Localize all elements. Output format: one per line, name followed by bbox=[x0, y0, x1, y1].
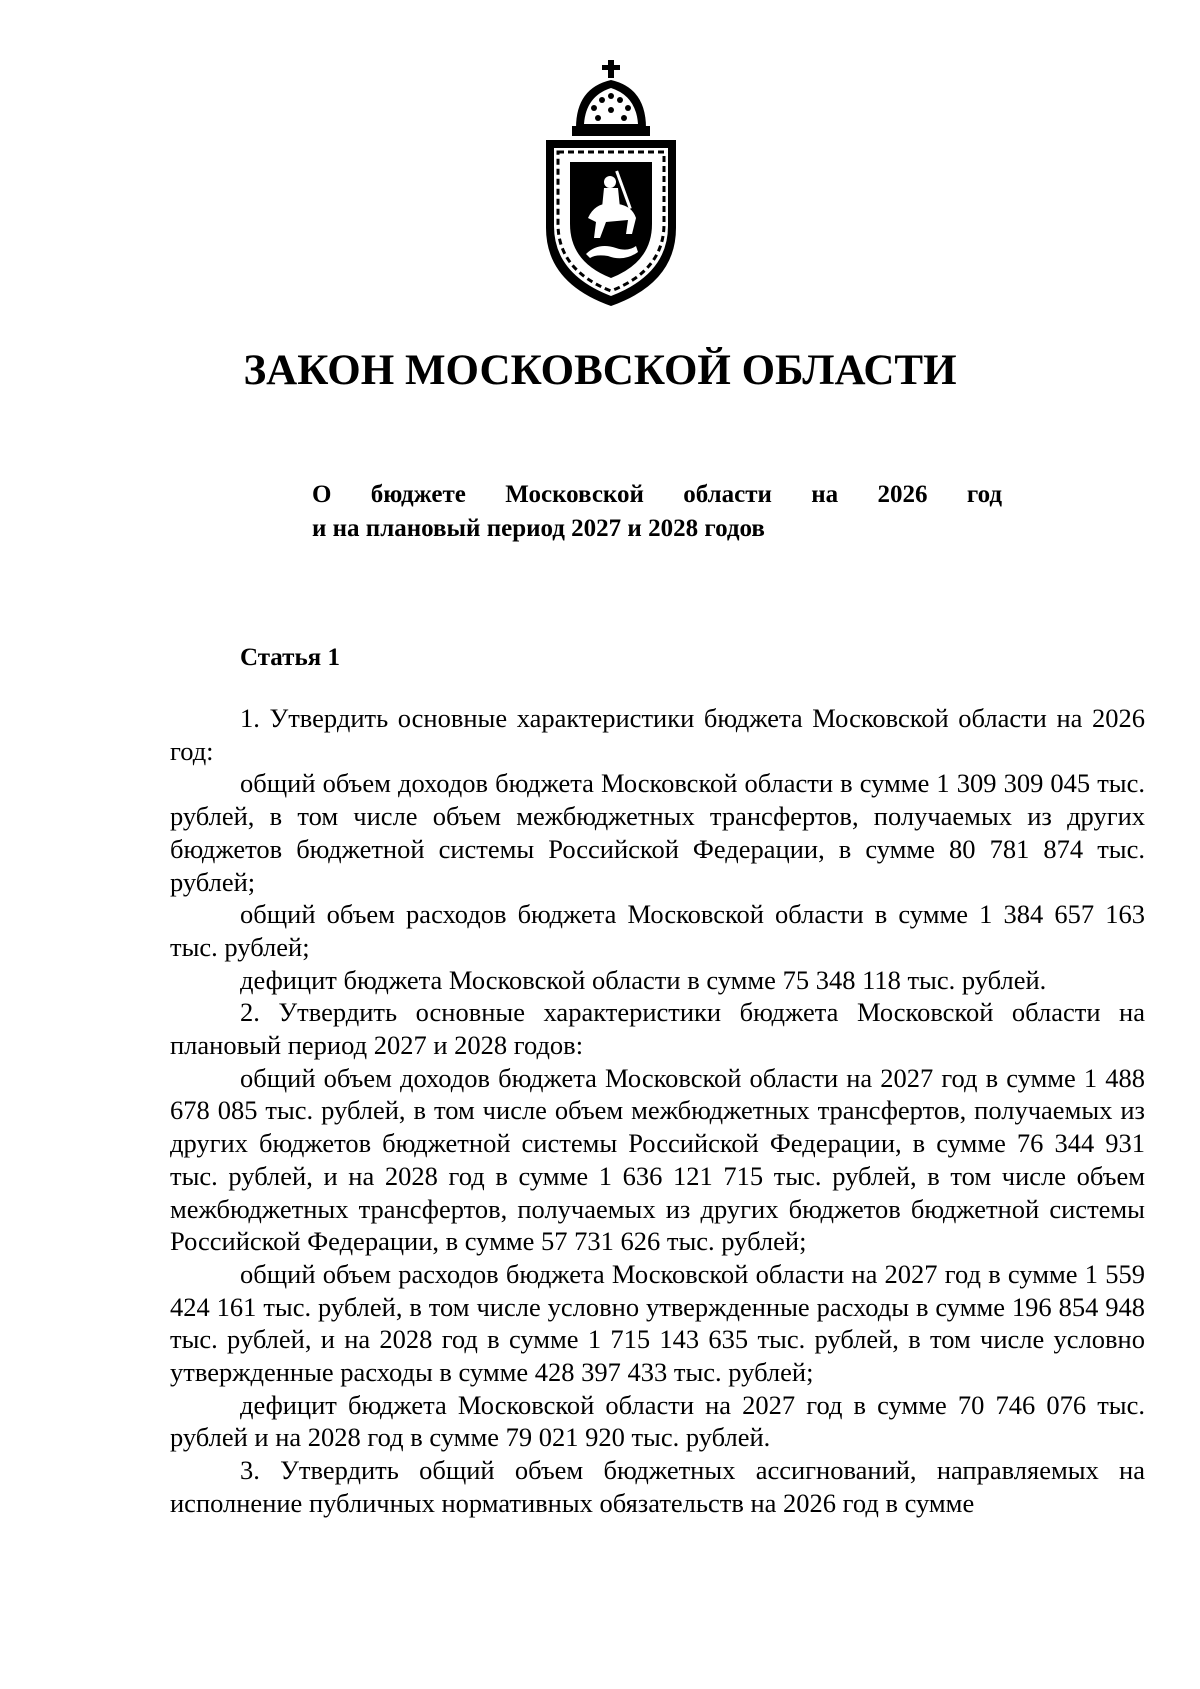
coat-of-arms-icon bbox=[536, 58, 686, 312]
paragraph: общий объем расходов бюджета Московской области на 2027 год в сумме 1 559 424 161 тыс. рублей, в том числе условно утвержденные расходы в сумме 196 854 948 тыс. рублей, и на 2028 год в сумме 1 715 143 635 тыс. рублей, в том числе условно утвержденные расходы в сумме 428 397 433 тыс. рублей; bbox=[170, 1258, 1145, 1388]
paragraph: дефицит бюджета Московской области в сумме 75 348 118 тыс. рублей. bbox=[240, 964, 1047, 995]
paragraph: 1. Утвердить основные характеристики бюджета Московской области на 2026 год: bbox=[170, 703, 1145, 766]
document-subject bbox=[312, 478, 1002, 546]
document-title: ЗАКОН МОСКОВСКОЙ ОБЛАСТИ bbox=[243, 347, 957, 394]
paragraph: дефицит бюджета Московской области на 2027 год в сумме 70 746 076 тыс. рублей и на 2028 год в сумме 79 021 920 тыс. рублей. bbox=[170, 1389, 1145, 1453]
subject-line-2: и на плановый период 2027 и 2028 годов bbox=[312, 515, 765, 542]
paragraph: общий объем расходов бюджета Московской области в сумме 1 384 657 163 тыс. рублей; bbox=[170, 899, 1145, 962]
article-heading: Статья 1 bbox=[240, 644, 340, 671]
article-body bbox=[170, 702, 1145, 1520]
paragraph: общий объем доходов бюджета Московской области на 2027 год в сумме 1 488 678 085 тыс. рублей, в том числе объем межбюджетных трансфертов, получаемых из других бюджетов бюджетной системы Российской Федерации, в сумме 76 344 931 тыс. рублей, и на 2028 год в сумме 1 636 121 715 тыс. рублей, в том числе объем межбюджетных трансфертов, получаемых из других бюджетов бюджетной системы Российской Федерации, в сумме 57 731 626 тыс. рублей; bbox=[170, 1062, 1145, 1257]
paragraph: 3. Утвердить общий объем бюджетных ассигнований, направляемых на исполнение публичных нормативных обязательств на 2026 год в сумме bbox=[170, 1455, 1145, 1518]
paragraph: общий объем доходов бюджета Московской области в сумме 1 309 309 045 тыс. рублей, в том числе объем межбюджетных трансфертов, получаемых из других бюджетов бюджетной системы Российской Федерации, в сумме 80 781 874 тыс. рублей; bbox=[170, 768, 1145, 897]
subject-line-1: О бюджете Московской области на 2026 год bbox=[312, 481, 1002, 508]
paragraph: 2. Утвердить основные характеристики бюджета Московской области на плановый период 2027 и 2028 годов: bbox=[170, 997, 1145, 1061]
